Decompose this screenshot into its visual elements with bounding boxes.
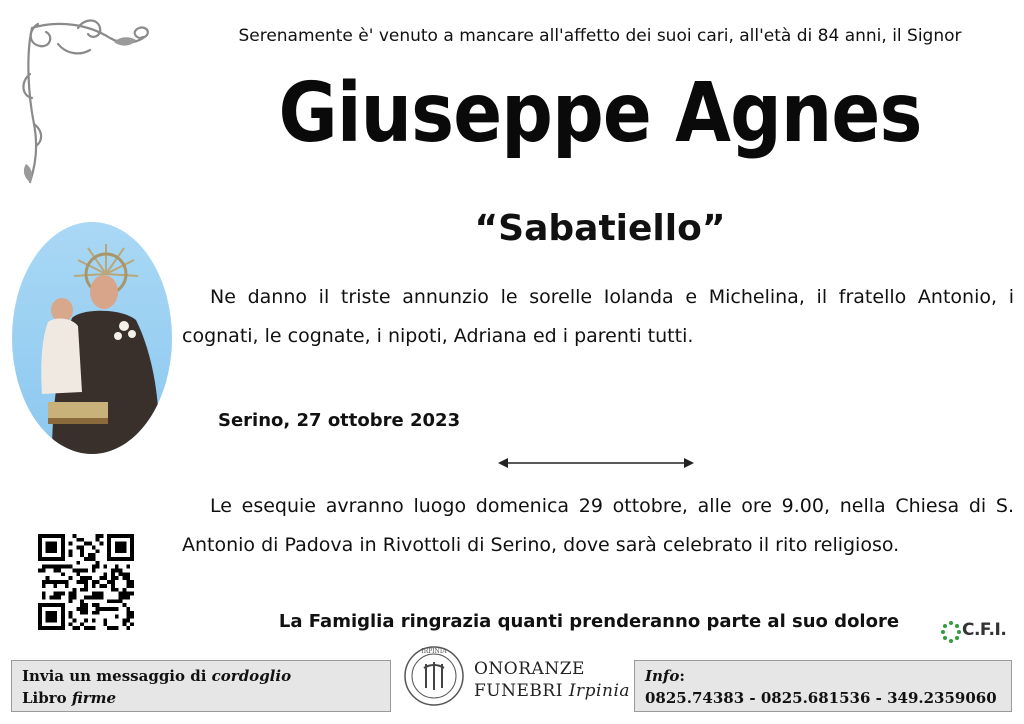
phone-numbers[interactable]: 0825.74383 - 0825.681536 - 349.2359060 xyxy=(645,689,997,707)
brand-line-2-prefix: FUNEBRI xyxy=(474,681,569,701)
brand-line-2-emphasis: Irpinia xyxy=(568,681,631,701)
send-message-link[interactable] xyxy=(22,665,380,687)
funeral-paragraph xyxy=(182,487,1014,565)
cfi-text: C.F.I. xyxy=(962,620,1007,640)
info-colon: : xyxy=(679,667,685,685)
funeral-home-name xyxy=(474,658,630,702)
send-message-emphasis: cordoglio xyxy=(211,667,292,685)
corner-ornament xyxy=(18,14,158,189)
info-heading xyxy=(645,665,1001,687)
thanks-text: La Famiglia ringrazia quanti prenderanno parte al suo dolore xyxy=(278,611,900,632)
announcement-text: Ne danno il triste annunzio le sorelle Iolanda e Michelina, il fratello Antonio, i cognati, le cognate, i nipoti, Adriana ed i parenti tutti. xyxy=(182,286,1014,347)
funeral-text: Le esequie avranno luogo domenica 29 ottobre, alle ore 9.00, nella Chiesa di S. Antonio di Padova in Rivottoli di Serino, dove sarà celebrato il rito religioso. xyxy=(182,495,1014,556)
funeral-home-seal-logo xyxy=(402,644,466,708)
condolence-box[interactable] xyxy=(11,660,391,712)
divider-double-arrow xyxy=(496,456,696,470)
seal-top-text: IRPINIA xyxy=(421,648,447,655)
qr-code[interactable] xyxy=(38,534,134,630)
intro-text: Serenamente è' venuto a mancare all'affetto dei suoi cari, all'età di 84 anni, il Signor xyxy=(238,26,962,46)
announcement-paragraph xyxy=(182,278,1014,356)
send-message-label: Invia un messaggio di xyxy=(22,667,212,685)
cfi-logo xyxy=(940,620,1020,650)
info-label: Info xyxy=(645,667,680,685)
cfi-dots-icon xyxy=(940,620,962,644)
guestbook-emphasis: firme xyxy=(71,689,117,707)
brand-line-1: ONORANZE xyxy=(474,659,585,679)
guestbook-link[interactable] xyxy=(22,687,380,709)
saint-figure-illustration xyxy=(12,222,172,454)
saint-portrait xyxy=(12,222,172,454)
info-box xyxy=(634,660,1012,712)
deceased-nickname: “Sabatiello” xyxy=(474,208,726,249)
deceased-name: Giuseppe Agnes xyxy=(278,66,922,161)
brand-line-2 xyxy=(474,680,630,702)
place-date: Serino, 27 ottobre 2023 xyxy=(218,410,461,431)
guestbook-label: Libro xyxy=(22,689,72,707)
